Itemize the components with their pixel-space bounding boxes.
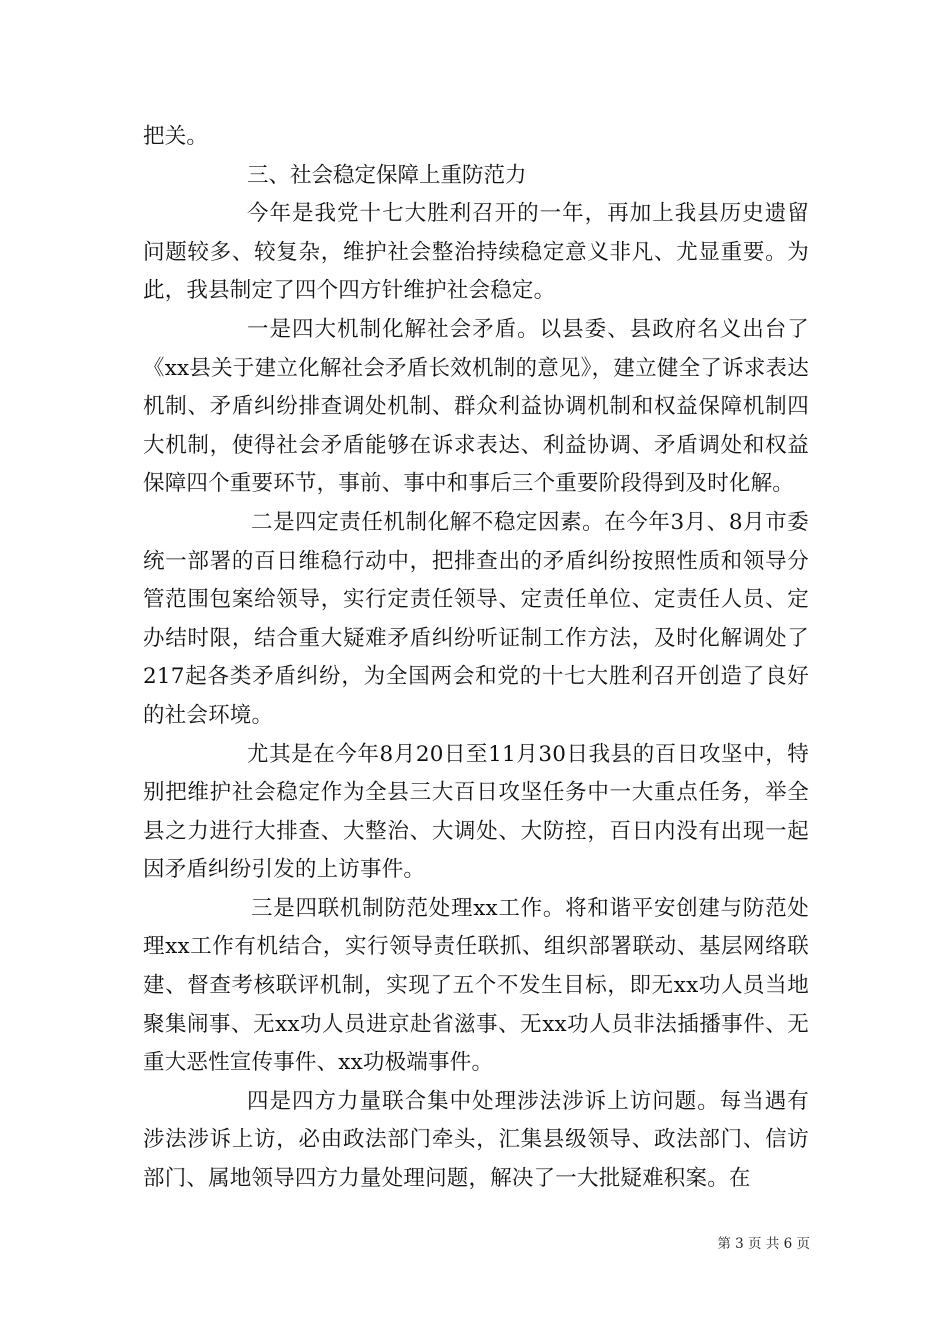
- section-heading: 三、社会稳定保障上重防范力: [247, 162, 527, 188]
- paragraph-intro: 今年是我党十七大胜利召开的一年，再加上我县历史遗留问题较多、较复杂，维护社会整治持续稳定意义非凡、尤显重要。为此，我县制定了四个四方针维护社会稳定。: [143, 201, 809, 304]
- paragraph-hundred-days: 尤其是在今年8月20日至11月30日我县的百日攻坚中，特别把维护社会稳定作为全县三大百日攻坚任务中一大重点任务，举全县之力进行大排查、大整治、大调处、大防控，百日内没有出现一起因矛盾纠纷引发的上访事件。: [143, 741, 809, 883]
- page-number-footer: 第 3 页 共 6 页: [717, 1236, 810, 1252]
- paragraph-point-two: 二是四定责任机制化解不稳定因素。在今年3月、8月市委统一部署的百日维稳行动中，把排查出的矛盾纠纷按照性质和领导分管范围包案给领导，实行定责任领导、定责任单位、定责任人员、定办结时限，结合重大疑难矛盾纠纷听证制工作方法，及时化解调处了217起各类矛盾纠纷，为全国两会和党的十七大胜利召开创造了良好的社会环境。: [143, 509, 809, 728]
- paragraph-point-four: 四是四方力量联合集中处理涉法涉诉上访问题。每当遇有涉法涉诉上访，必由政法部门牵头，汇集县级领导、政法部门、信访部门、属地领导四方力量处理问题，解决了一大批疑难积案。在: [143, 1088, 809, 1192]
- paragraph-point-one: 一是四大机制化解社会矛盾。以县委、县政府名义出台了《xx县关于建立化解社会矛盾长效机制的意见》，建立健全了诉求表达机制、矛盾纠纷排查调处机制、群众利益协调机制和权益保障机制四大机制，使得社会矛盾能够在诉求表达、利益协调、矛盾调处和权益保障四个重要环节，事前、事中和事后三个重要阶段得到及时化解。: [143, 316, 809, 497]
- paragraph-point-three: 三是四联机制防范处理xx工作。将和谐平安创建与防范处理xx工作有机结合，实行领导责任联抓、组织部署联动、基层网络联建、督查考核联评机制，实现了五个不发生目标，即无xx功人员当地聚集闹事、无xx功人员进京赴省滋事、无xx功人员非法插播事件、无重大恶性宣传事件、xx功极端事件。: [143, 895, 809, 1076]
- paragraph-continuation: 把关。: [143, 124, 209, 149]
- document-body: [143, 118, 809, 1199]
